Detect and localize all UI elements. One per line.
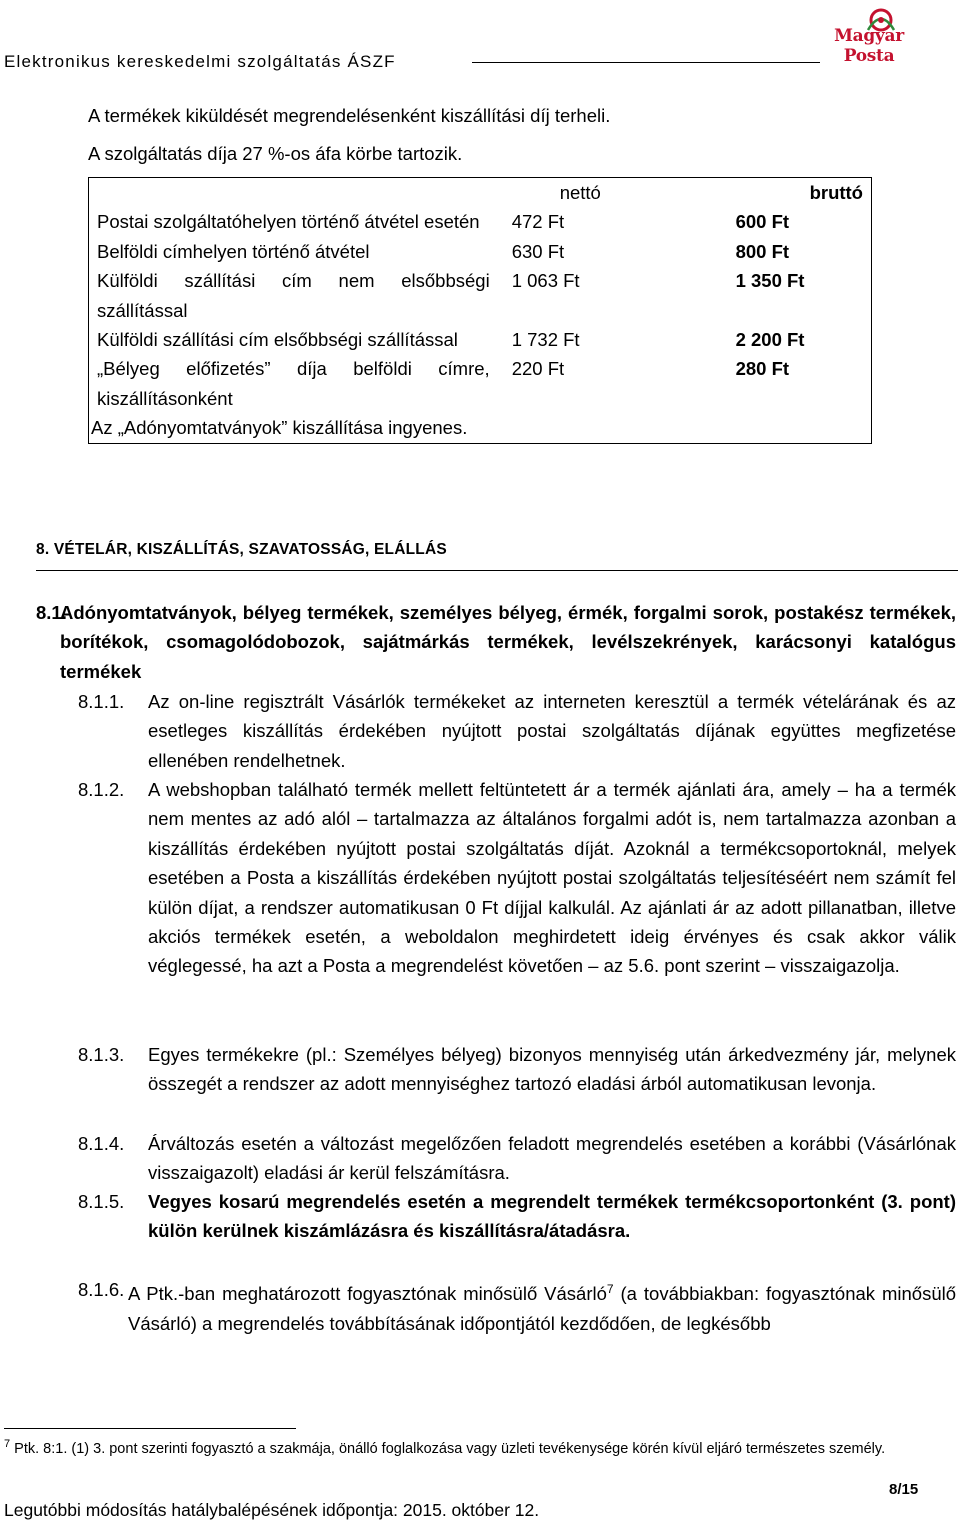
table-header-empty — [89, 178, 498, 208]
row-gross: 2 200 Ft — [706, 325, 872, 354]
clause-text: Az on-line regisztrált Vásárlók termékeket az interneten keresztül a termék vételárának és az esetleges kiszállítás érdekében nyújtott postai szolgáltatás díjának együttes megfizetése ellenében rendelhetnek. — [148, 691, 956, 771]
clause-8-1-6 — [78, 1275, 956, 1338]
section-number: 8. — [36, 541, 50, 558]
table-row — [89, 266, 872, 325]
subsection-heading — [36, 598, 956, 686]
section-rule — [36, 570, 958, 571]
row-gross: 280 Ft — [706, 354, 872, 413]
clause-text: Vegyes kosarú megrendelés esetén a megrendelt termékek termékcsoportonként (3. pont) külön kerülnek kiszámlázásra és kiszállításra/átadásra. — [148, 1191, 956, 1242]
page-number: 8/15 — [889, 1481, 919, 1498]
clause-8-1-4 — [78, 1129, 956, 1188]
footnote-text: Ptk. 8:1. (1) 3. pont szerinti fogyasztó a szakmája, önálló foglalkozása vagy üzleti tevékenysége körén kívül eljáró természetes személy. — [10, 1440, 886, 1457]
row-label: Külföldi szállítási cím nem elsőbbségi szállítással — [89, 266, 498, 325]
clause-number: 8.1.2. — [78, 779, 125, 800]
row-gross: 600 Ft — [706, 207, 872, 236]
row-net: 1 063 Ft — [511, 270, 580, 292]
section-heading — [36, 541, 447, 559]
table-row — [89, 207, 872, 236]
row-net: 220 Ft — [511, 358, 565, 380]
subsection-number: 8.1. — [36, 602, 67, 623]
table-footer-note: Az „Adónyomtatványok” kiszállítása ingyenes. — [89, 413, 872, 443]
clause-text: Árváltozás esetén a változást megelőzően feladott megrendelés esetében a korábbi (Vásárlónak visszaigazolt) eladási ár kerül felszámításra. — [148, 1133, 956, 1184]
clause-number: 8.1.5. — [78, 1191, 125, 1212]
intro-line-2: A szolgáltatás díja 27 %-os áfa körbe tartozik. — [88, 143, 463, 164]
clause-8-1-3 — [78, 1040, 956, 1099]
row-label: Külföldi szállítási cím elsőbbségi szállítással — [89, 325, 498, 354]
footnote-reference[interactable]: 7 — [606, 1282, 614, 1296]
magyar-posta-logo — [824, 4, 914, 66]
section-title: VÉTELÁR, KISZÁLLÍTÁS, SZAVATOSSÁG, ELÁLLÁS — [53, 541, 447, 558]
footnote-rule — [4, 1428, 296, 1429]
clause-8-1-2 — [78, 775, 956, 981]
clause-number: 8.1.1. — [78, 691, 125, 712]
row-label: „Bélyeg előfizetés” díja belföldi címre, kiszállításonként — [89, 354, 498, 413]
column-header-net: nettó — [498, 178, 706, 208]
row-net: 472 Ft — [511, 211, 565, 233]
last-modified-note: Legutóbbi módosítás hatálybalépésének időpontja: 2015. október 12. — [4, 1500, 540, 1520]
clause-8-1-5 — [78, 1187, 956, 1246]
table-row — [89, 325, 872, 354]
shipping-fees-table — [88, 177, 872, 444]
clause-text: Egyes termékekre (pl.: Személyes bélyeg) bizonyos mennyiség után árkedvezmény jár, melynek összegét a rendszer az adott mennyiséghez tartozó eladási árból automatikusan levonja. — [148, 1044, 956, 1095]
document-title: Elektronikus kereskedelmi szolgáltatás ÁSZF — [4, 52, 396, 71]
clause-number: 8.1.6. — [78, 1279, 125, 1300]
clause-text: A webshopban található termék mellett feltüntetett ár a termék ajánlati ára, amely – ha a termék nem mentes az adó alól – tartalmazza az általános forgalmi adót is, nem tartalmazza azonban a kiszállítás érdekében nyújtott postai szolgáltatás díját. Azoknál a termékcsoportoknál, melyek esetében a Posta a kiszállítás érdekében nyújtott postai szolgáltatás teljesítéséért nem számít fel külön díjat, a rendszer automatikusan 0 Ft díjjal kalkulál. Az ajánlati ár az adott pillanatban, illetve akciós termékek esetén, a weboldalon meghirdetett ideig érvényes és csak akkor válik véglegessé, ha azt a Posta a megrendelést követően – az 5.6. pont szerint – visszaigazolja. — [148, 779, 956, 977]
row-gross: 1 350 Ft — [706, 266, 872, 325]
clause-text-part-a: A Ptk.-ban meghatározott fogyasztónak minősülő Vásárló — [128, 1283, 607, 1305]
row-gross: 800 Ft — [706, 237, 872, 266]
clause-text-part-b: (a továbbiakban: fogyasztónak minősülő Vásárló) a megrendelés továbbításának időpontjától kezdődően, de legkésőbb — [128, 1283, 957, 1334]
table-header-row — [89, 178, 872, 208]
clause-number: 8.1.4. — [78, 1133, 125, 1154]
footnote-mark: 7 — [4, 1438, 11, 1450]
header-rule — [472, 62, 820, 63]
table-row — [89, 237, 872, 266]
intro-line-1: A termékek kiküldését megrendelésenként kiszállítási díj terheli. — [88, 105, 611, 126]
subsection-title: Adónyomtatványok, bélyeg termékek, személyes bélyeg, érmék, forgalmi sorok, postakész termékek, borítékok, csomagolódobozok, sajátmárkás termékek, levélszekrények, karácsonyi katalógus termékek — [60, 602, 956, 682]
row-label: Postai szolgáltatóhelyen történő átvétel esetén — [89, 207, 498, 236]
row-net: 630 Ft — [511, 240, 565, 262]
row-label: Belföldi címhelyen történő átvétel — [89, 237, 498, 266]
column-header-gross: bruttó — [706, 178, 872, 208]
logo-text: Magyar Posta — [834, 26, 904, 66]
page-header — [0, 26, 960, 84]
table-row — [89, 354, 872, 413]
clause-8-1-1 — [78, 687, 956, 775]
footnote — [4, 1434, 956, 1460]
row-net: 1 732 Ft — [511, 329, 580, 351]
table-footer-row — [89, 413, 872, 443]
clause-text — [128, 1275, 956, 1338]
clause-number: 8.1.3. — [78, 1044, 125, 1065]
